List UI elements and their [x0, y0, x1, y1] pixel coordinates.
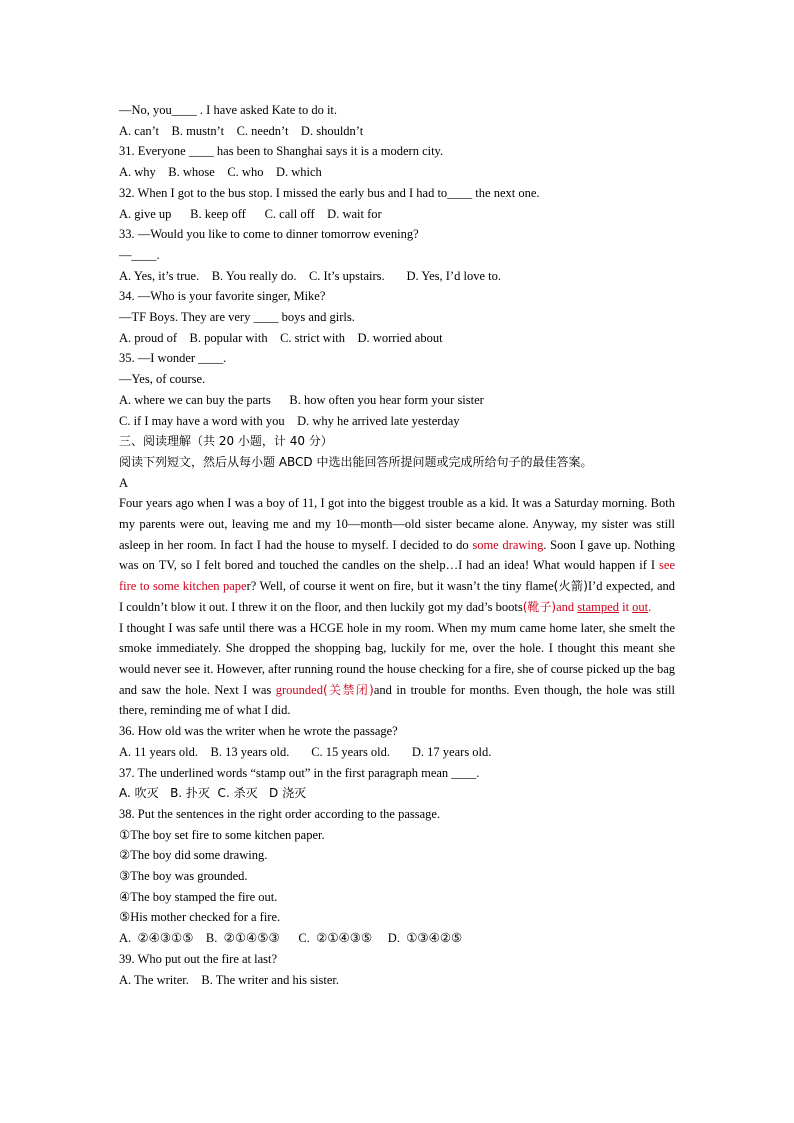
question-34-dialogue: —TF Boys. They are very ____ boys and girls.: [119, 310, 355, 325]
question-34-stem: 34. —Who is your favorite singer, Mike?: [119, 289, 326, 304]
passage-highlight: and: [556, 599, 578, 614]
question-36-stem: 36. How old was the writer when he wrote the passage?: [119, 724, 398, 739]
passage-p2-text: and in trouble for months. Even though, the hole was still there, reminding me of what I did.: [119, 682, 675, 718]
question-36-options: A. 11 years old. B. 13 years old. C. 15 years old. D. 17 years old.: [119, 744, 492, 759]
question-38-sentence-4: ④The boy stamped the fire out.: [119, 889, 278, 904]
passage-highlight: grounded: [275, 682, 323, 697]
question-30-options: A. can’t B. mustn’t C. needn’t D. shouldn’t: [119, 123, 364, 138]
question-38-sentence-2: ②The boy did some drawing.: [119, 848, 268, 863]
passage-highlight: some drawing: [472, 537, 544, 552]
question-37-stem: 37. The underlined words “stamp out” in the first paragraph mean ____.: [119, 765, 480, 780]
passage-gloss: (火箭): [553, 579, 588, 594]
passage-underlined-word: out: [632, 599, 649, 614]
question-38-options: A. ②④③①⑤ B. ②①④⑤③ C. ②①④③⑤ D. ①③④②⑤: [119, 931, 463, 946]
passage-gloss: (关禁闭): [322, 682, 374, 697]
question-34-options: A. proud of B. popular with C. strict with D. worried about: [119, 330, 443, 345]
passage-paragraph-2: [119, 618, 675, 722]
question-38-sentence-5: ⑤His mother checked for a fire.: [119, 910, 281, 925]
passage-p1-text: r? Well, of course it went on fire, but it wasn’t the tiny flame: [246, 579, 554, 594]
passage-label: A: [119, 475, 129, 490]
passage-p1-text: Four years ago when I was a boy of 11, I got into the biggest trouble as a kid. It was a Saturday morning. Both my parents were out, leaving me and my 10—month—old sister became alone. Anyway, my sister was still asleep in her room. In fact I had the house to myself. I decided to do: [119, 496, 675, 552]
passage-p1-text: I’d expected, and I couldn’t blow it out. I threw it on the floor, and then luckily got my dad’s boots: [119, 579, 676, 614]
passage-gloss: (靴子): [522, 599, 557, 614]
question-33-answer-blank: —____.: [119, 247, 160, 262]
question-32-options: A. give up B. keep off C. call off D. wait for: [119, 206, 382, 221]
section-title: 三、阅读理解（共 20 小题，计 40 分）: [119, 434, 333, 449]
passage-highlight: see fire to some kitchen pape: [119, 558, 675, 594]
question-38-sentence-1: ①The boy set fire to some kitchen paper.: [119, 827, 325, 842]
question-38-stem: 38. Put the sentences in the right order according to the passage.: [119, 806, 441, 821]
passage-p2-text: I thought I was safe until there was a HCGE hole in my room. When my mum came home later, she smelt the smoke immediately. She dropped the shopping bag, luckily for me, over the hole. I thought this meant she would never see it. However, after running round the house checking for a fire, she of course picked up the bag and saw the hole. Next I was: [119, 620, 675, 697]
question-31-stem: 31. Everyone ____ has been to Shanghai says it is a modern city.: [119, 144, 444, 159]
question-32-stem: 32. When I got to the bus stop. I missed the early bus and I had to____ the next one.: [119, 185, 540, 200]
question-31-options: A. why B. whose C. who D. which: [119, 165, 322, 180]
passage-highlight: .: [648, 599, 652, 614]
question-33-stem: 33. —Would you like to come to dinner tomorrow evening?: [119, 227, 419, 242]
question-30-dialogue: —No, you____ . I have asked Kate to do it.: [119, 103, 338, 117]
section-instructions: 阅读下列短文，然后从每小题 ABCD 中选出能回答所提问题或完成所给句子的最佳答案。: [119, 454, 593, 469]
question-33-options: A. Yes, it’s true. B. You really do. C. It’s upstairs. D. Yes, I’d love to.: [119, 268, 501, 283]
document-page: [119, 100, 675, 990]
passage-underlined-word: stamped: [577, 599, 619, 614]
passage-highlight: it: [618, 599, 633, 614]
passage-p1-text: . Soon I gave up. Nothing was on TV, so I felt bored and touched the candles on the shelp…I had an idea! What would happen if I: [119, 537, 675, 573]
question-35-options-ab: A. where we can buy the parts B. how often you hear form your sister: [119, 392, 484, 407]
question-38-sentence-3: ③The boy was grounded.: [119, 869, 248, 884]
question-39-stem: 39. Who put out the fire at last?: [119, 951, 278, 966]
question-35-dialogue: —Yes, of course.: [119, 372, 206, 387]
question-35-options-cd: C. if I may have a word with you D. why he arrived late yesterday: [119, 413, 460, 428]
passage-paragraph-1: [119, 493, 675, 617]
question-39-options: A. The writer. B. The writer and his sister.: [119, 972, 339, 987]
question-37-options: A. 吹灭 B. 扑灭 C. 杀灭 D 浇灭: [119, 786, 307, 801]
question-35-stem: 35. —I wonder ____.: [119, 351, 227, 366]
